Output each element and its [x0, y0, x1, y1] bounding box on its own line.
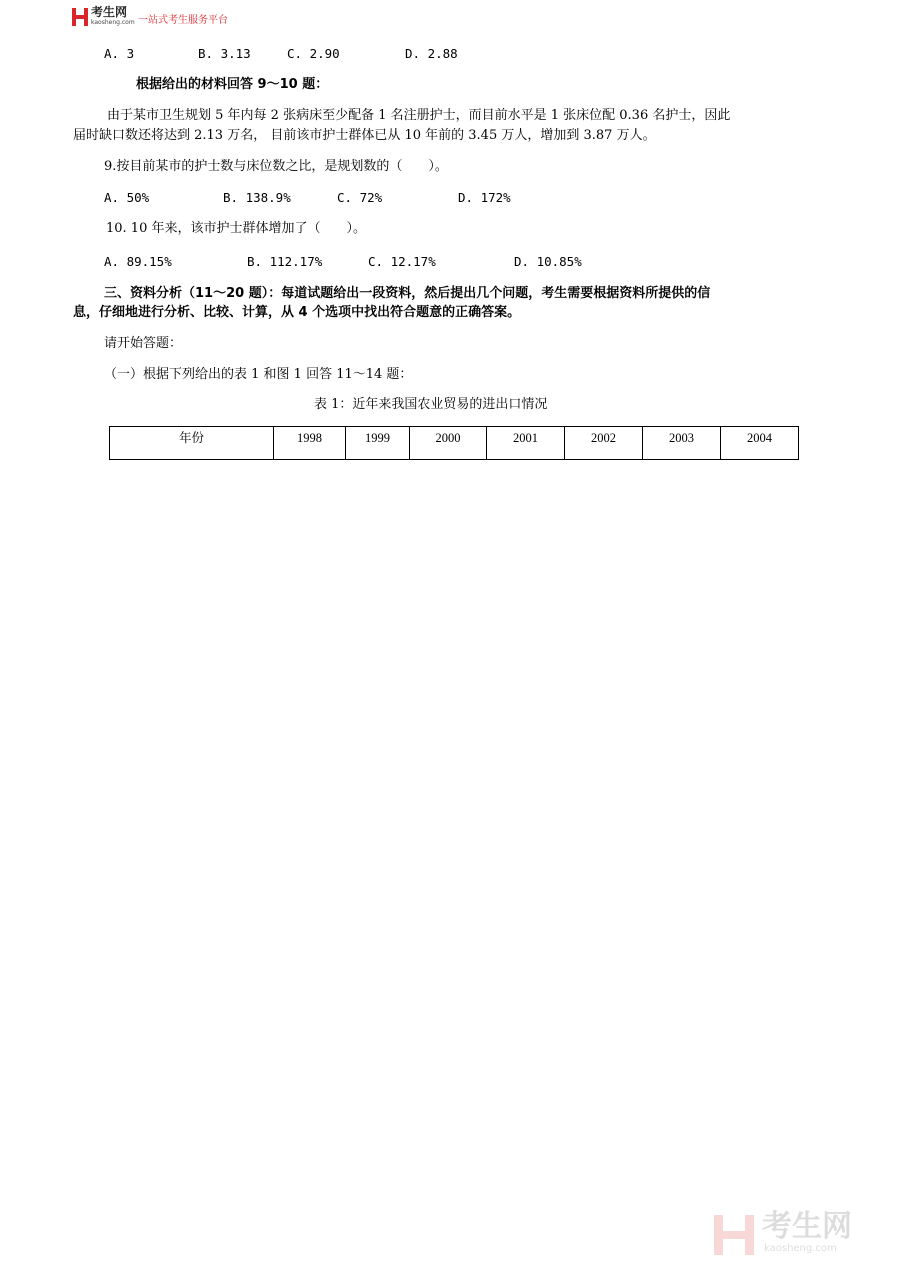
- material-9-10-line1: 由于某市卫生规划 5 年内每 2 张病床至少配备 1 名注册护士，而目前水平是 1 张床位配 0.36 名护士，因此: [107, 108, 731, 123]
- question-10: 10. 10 年来，该市护士群体增加了（ ）。: [106, 221, 366, 236]
- q10-option-c: C. 12.17%: [368, 254, 436, 269]
- table-header-cell: 1999: [346, 427, 410, 460]
- watermark: [714, 1209, 876, 1255]
- logo-name: 考生网: [91, 5, 128, 19]
- q8-option-a: A. 3: [104, 46, 135, 61]
- q8-option-c: C. 2.90: [287, 46, 340, 61]
- table-header-cell: 2001: [487, 427, 565, 460]
- q9-option-b: B. 138.9%: [223, 190, 291, 205]
- table-header-cell: 1998: [274, 427, 346, 460]
- section-3-title-line2: 息，仔细地进行分析、比较、计算，从 4 个选项中找出符合题意的正确答案。: [73, 305, 521, 320]
- table-header-cell: 年份: [110, 427, 274, 460]
- section-3-title-line1: 三、资料分析（11～20 题）：每道试题给出一段资料，然后提出几个问题，考生需要根据资料所提供的信: [104, 286, 711, 301]
- q10-option-a: A. 89.15%: [104, 254, 172, 269]
- table-header-cell: 2003: [643, 427, 721, 460]
- watermark-name: 考生网: [762, 1209, 852, 1244]
- logo-slogan: 一站式考生服务平台: [138, 15, 228, 26]
- start-text: 请开始答题：: [104, 336, 183, 351]
- material-9-10-line2: 届时缺口数还将达到 2.13 万名， 目前该市护士群体已从 10 年前的 3.45 万人，增加到 3.87 万人。: [73, 128, 656, 143]
- q10-option-b: B. 112.17%: [247, 254, 323, 269]
- header-logo: [72, 6, 252, 30]
- table-row: [110, 427, 799, 460]
- logo-domain: kaosheng.com: [91, 19, 135, 26]
- watermark-domain: kaosheng.com: [764, 1243, 837, 1254]
- table-header-cell: 2004: [721, 427, 799, 460]
- table1: [109, 426, 799, 460]
- part1-intro: （一）根据下列给出的表 1 和图 1 回答 11～14 题：: [104, 367, 413, 382]
- table-header-cell: 2000: [410, 427, 487, 460]
- intro-9-10: 根据给出的材料回答 9～10 题：: [136, 77, 329, 92]
- table-header-cell: 2002: [565, 427, 643, 460]
- table1-caption: 表 1：近年来我国农业贸易的进出口情况: [314, 397, 548, 412]
- q9-option-c: C. 72%: [337, 190, 383, 205]
- q8-option-b: B. 3.13: [198, 46, 251, 61]
- kaosheng-logo-icon: [72, 8, 88, 26]
- q8-option-d: D. 2.88: [405, 46, 458, 61]
- watermark-logo-icon: [714, 1215, 754, 1255]
- q9-option-a: A. 50%: [104, 190, 150, 205]
- q10-option-d: D. 10.85%: [514, 254, 582, 269]
- q9-option-d: D. 172%: [458, 190, 511, 205]
- question-9: 9.按目前某市的护士数与床位数之比，是规划数的（ ）。: [104, 159, 448, 174]
